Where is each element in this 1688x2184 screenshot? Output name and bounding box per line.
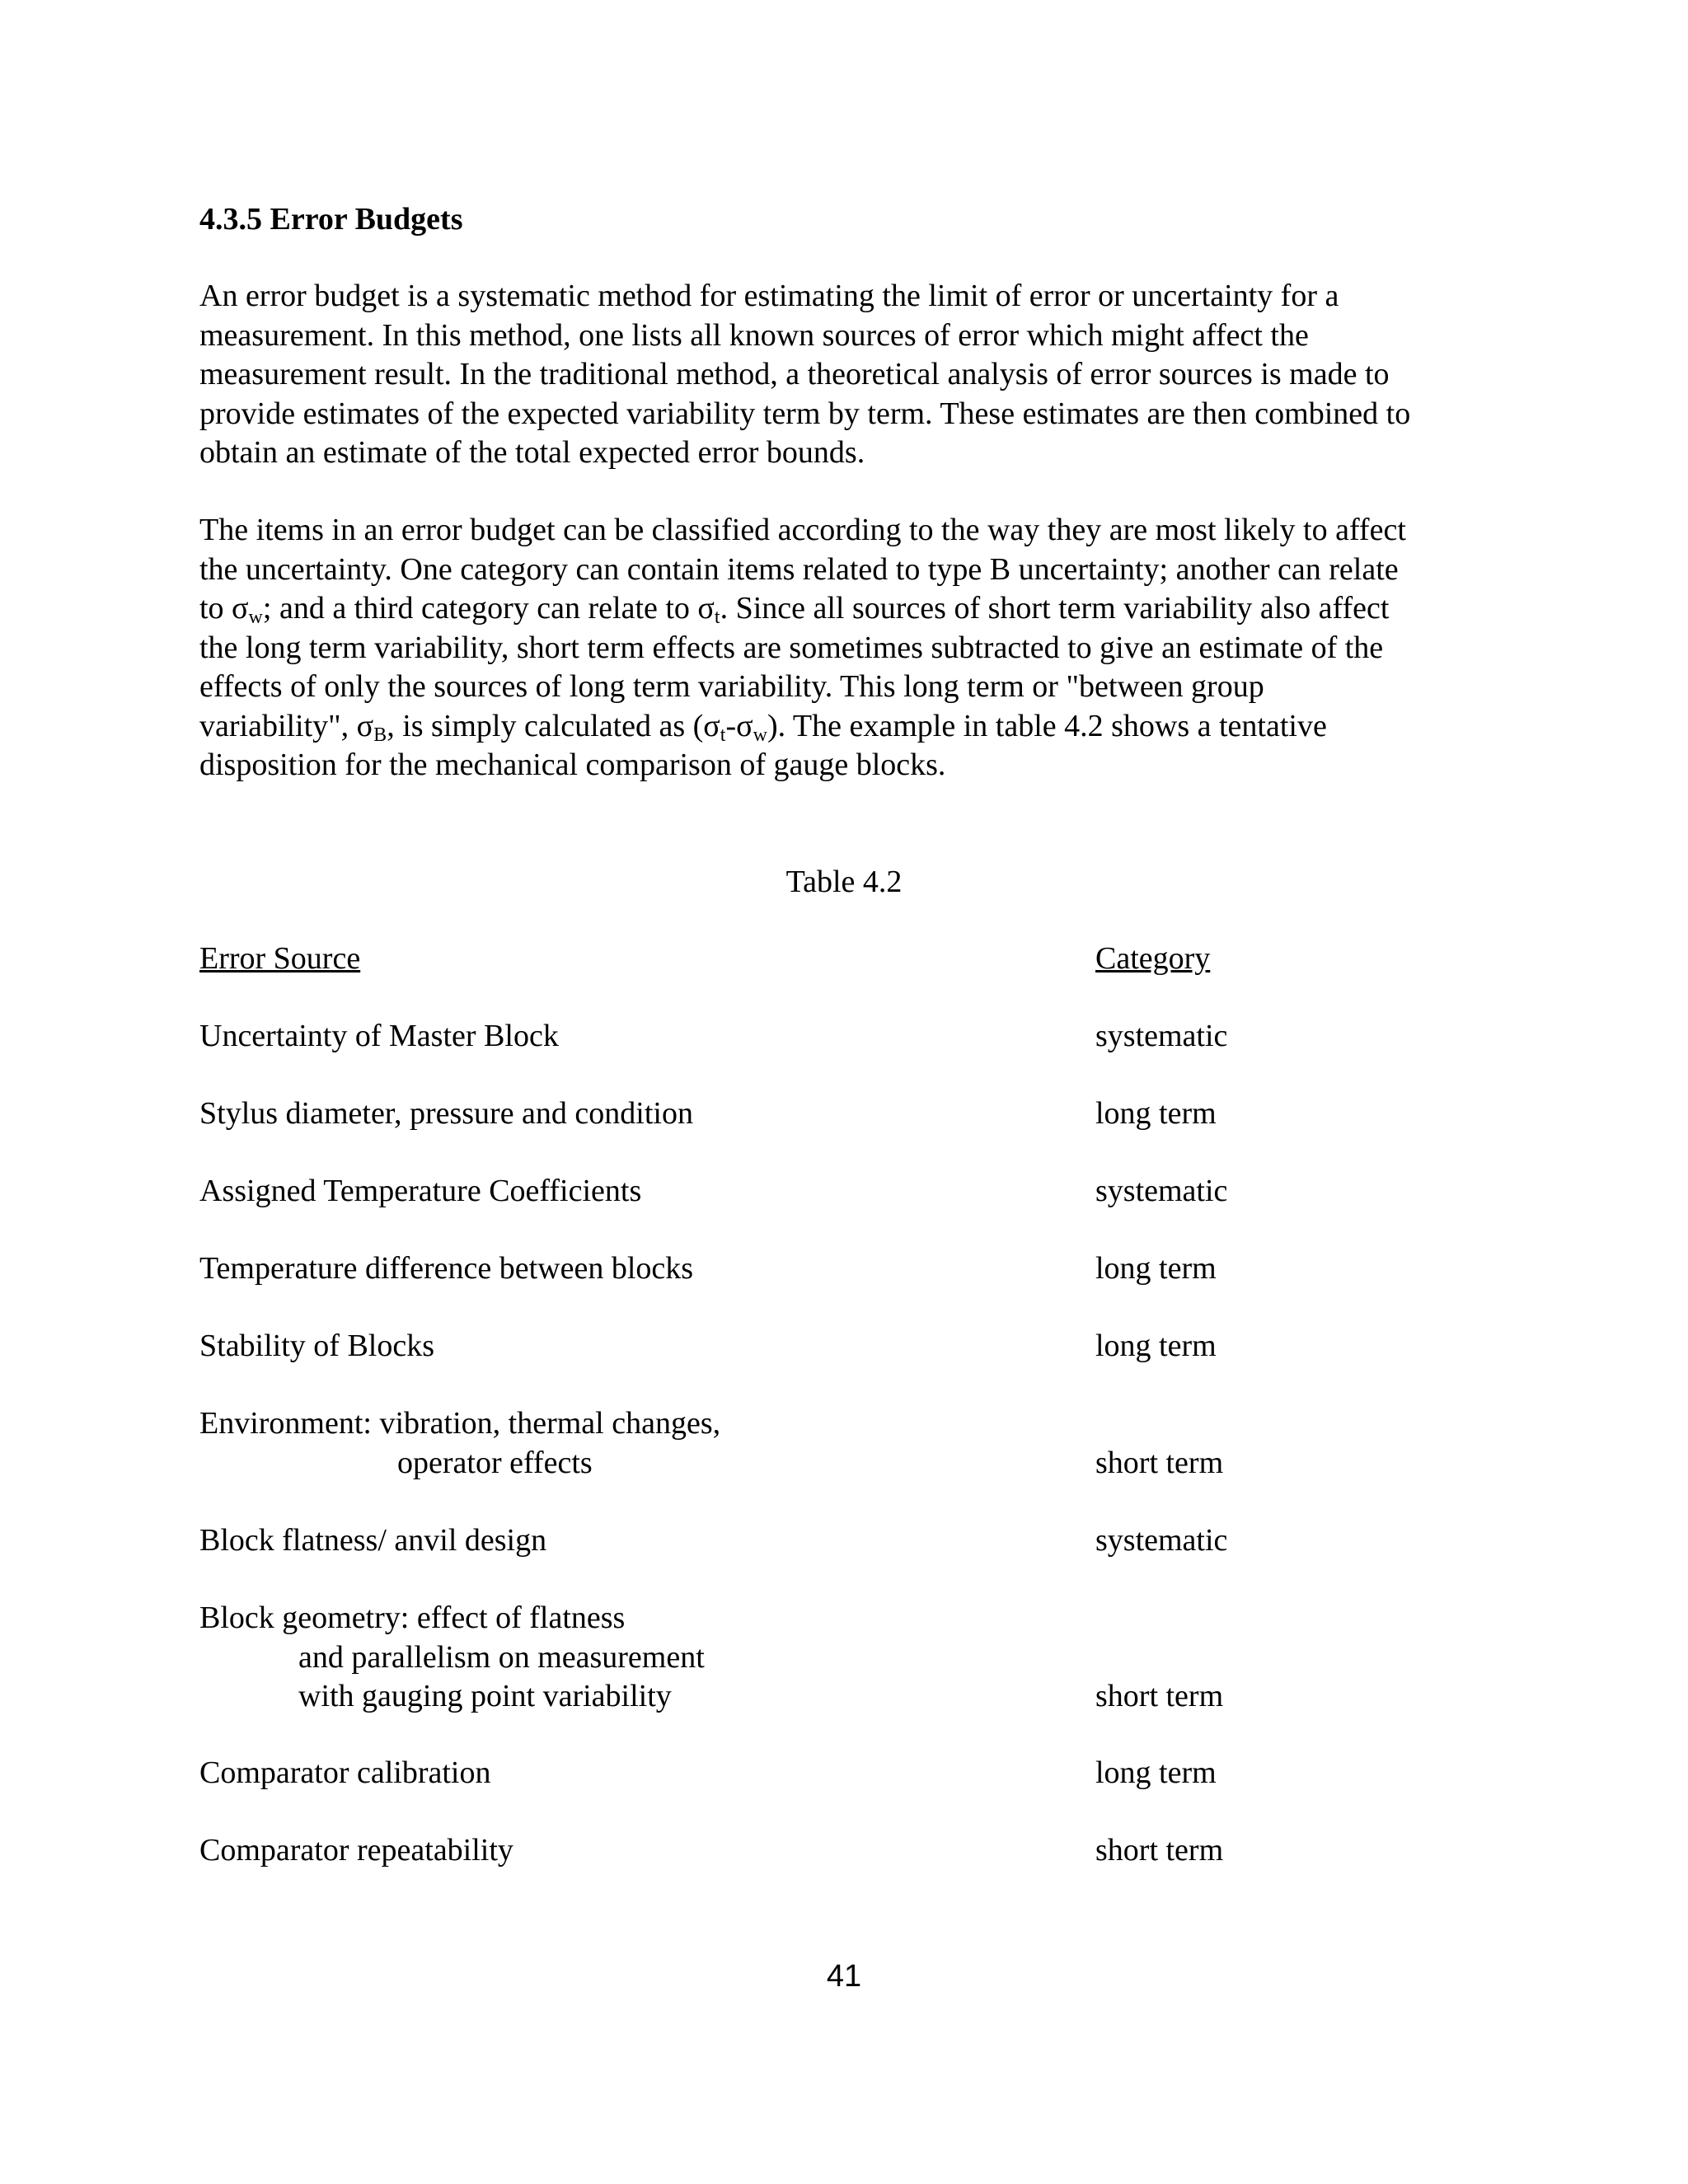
- subscript-w: w: [248, 607, 263, 628]
- text-run: variability", σ: [199, 708, 374, 743]
- category-cell: short term: [1095, 1679, 1224, 1713]
- source-line: with gauging point variability: [298, 1679, 672, 1713]
- text-run: . Since all sources of short term variability also affect: [720, 591, 1390, 626]
- classification-paragraph: [199, 511, 1518, 785]
- source-line: Comparator calibration: [199, 1755, 491, 1790]
- category-cell: long term: [1095, 1329, 1217, 1363]
- source-line: Block geometry: effect of flatness: [199, 1601, 626, 1635]
- error-source-cell: [199, 1754, 491, 1793]
- source-line: operator effects: [397, 1445, 593, 1480]
- section-heading: 4.3.5 Error Budgets: [199, 202, 463, 237]
- error-source-cell: [199, 1521, 546, 1561]
- category-cell: long term: [1095, 1096, 1217, 1131]
- subscript-t: t: [720, 724, 726, 746]
- source-line: Uncertainty of Master Block: [199, 1019, 559, 1053]
- source-line: Stability of Blocks: [199, 1329, 434, 1363]
- header-category: Category: [1095, 941, 1211, 976]
- paragraph-line: provide estimates of the expected variability term by term. These estimates are then combined to: [199, 396, 1411, 431]
- paragraph-line: An error budget is a systematic method for estimating the limit of error or uncertainty for a: [199, 279, 1339, 313]
- source-line: Environment: vibration, thermal changes,: [199, 1406, 721, 1441]
- category-cell: short term: [1095, 1445, 1224, 1480]
- category-cell: systematic: [1095, 1174, 1228, 1208]
- error-source-cell: [199, 1831, 513, 1871]
- category-cell: systematic: [1095, 1523, 1228, 1558]
- category-cell: long term: [1095, 1251, 1217, 1286]
- text-run: to σ: [199, 591, 249, 626]
- paragraph-line: [199, 707, 1518, 747]
- error-source-cell: [199, 1094, 693, 1134]
- paragraph-line: disposition for the mechanical comparison of gauge blocks.: [199, 748, 946, 782]
- subscript-B: B: [373, 724, 387, 746]
- text-run: ; and a third category can relate to σ: [262, 591, 715, 626]
- paragraph-line: the uncertainty. One category can contain items related to type B uncertainty; another can relate: [199, 551, 1399, 587]
- error-source-cell: [199, 1404, 720, 1483]
- paragraph-line: obtain an estimate of the total expected error bounds.: [199, 435, 865, 470]
- source-line: Assigned Temperature Coefficients: [199, 1174, 642, 1208]
- category-cell: long term: [1095, 1755, 1217, 1790]
- text-run: , is simply calculated as (σ: [387, 708, 720, 743]
- subscript-t: t: [714, 607, 720, 628]
- error-source-cell: [199, 1599, 705, 1717]
- source-line: Stylus diameter, pressure and condition: [199, 1096, 693, 1131]
- paragraph-line: effects of only the sources of long term variability. This long term or "between group: [199, 669, 1264, 704]
- text-run: ). The example in table 4.2 shows a tentative: [767, 708, 1327, 743]
- source-line: Comparator repeatability: [199, 1833, 513, 1868]
- text-run: -σ: [725, 708, 753, 743]
- paragraph-line: The items in an error budget can be classified according to the way they are most likely to affect: [199, 513, 1406, 547]
- intro-paragraph: [199, 277, 1518, 473]
- subscript-w: w: [753, 724, 767, 746]
- paragraph-line: measurement. In this method, one lists all known sources of error which might affect the: [199, 317, 1309, 353]
- error-source-cell: [199, 1172, 641, 1212]
- paragraph-line: measurement result. In the traditional method, a theoretical analysis of error sources is made to: [199, 357, 1390, 391]
- category-cell: short term: [1095, 1833, 1224, 1868]
- category-cell: systematic: [1095, 1019, 1228, 1053]
- error-source-cell: [199, 1017, 559, 1057]
- paragraph-line: [199, 589, 1518, 629]
- error-source-cell: [199, 1327, 434, 1366]
- source-line: Block flatness/ anvil design: [199, 1523, 547, 1558]
- source-line: and parallelism on measurement: [298, 1639, 705, 1675]
- header-error-source: Error Source: [199, 941, 361, 976]
- source-line: Temperature difference between blocks: [199, 1251, 694, 1286]
- page-number: 41: [826, 1959, 862, 1994]
- table-title: Table 4.2: [785, 865, 903, 899]
- error-source-cell: [199, 1249, 693, 1289]
- paragraph-line: the long term variability, short term effects are sometimes subtracted to give an estimate of the: [199, 630, 1384, 665]
